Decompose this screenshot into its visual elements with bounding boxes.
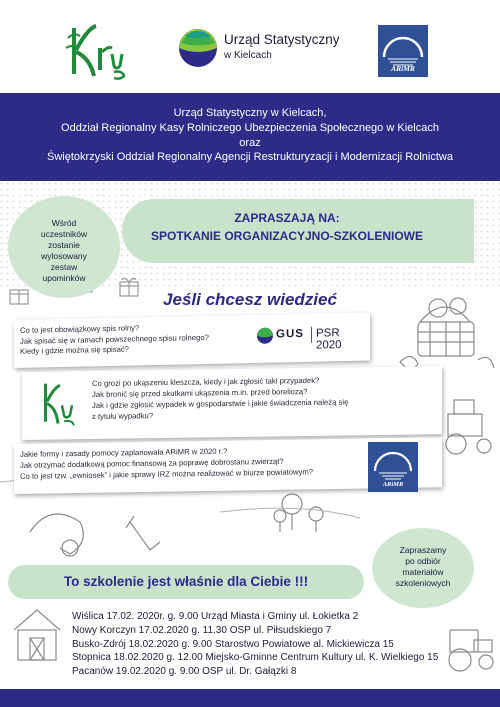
schedule-row: Stopnica 18.02.2020 g. 12.00 Miejsko-Gminne Centrum Kultury ul. K. Wielkiego 15 bbox=[72, 652, 439, 664]
arimr-question: Jak otrzymać dodatkową pomoc finansową za poprawę dobrostanu zwierząt? bbox=[20, 456, 284, 470]
schedule-list bbox=[72, 610, 492, 679]
krus-question: z tytułu wypadku? bbox=[92, 411, 154, 422]
krus-question: Jak i gdzie zgłosić wypadek w gospodarstwie i jakie świadczenia należą się bbox=[92, 397, 349, 411]
header-line-4: Świętokrzyski Oddział Regionalny Agencji Restrukturyzacji i Modernizacji Rolnictwa bbox=[47, 151, 453, 163]
prize-line: wylosowany bbox=[41, 251, 87, 261]
gus-circle-icon bbox=[176, 26, 220, 70]
invite-line-1: ZAPRASZAJĄ NA: bbox=[234, 211, 340, 225]
schedule-row: Pacanów 19.02.2020 g. 9.00 OSP ul. Dr. Gałązki 8 bbox=[72, 666, 297, 678]
prize-line: zostanie bbox=[48, 240, 80, 250]
psr-badge-text: PSR 2020 bbox=[316, 327, 342, 352]
gus-mini-icon bbox=[256, 327, 274, 345]
barn-icon bbox=[10, 604, 64, 664]
gus-question: Kiedy i gdzie można się spisać? bbox=[20, 344, 129, 356]
krus-mini-icon bbox=[38, 379, 78, 430]
schedule-row: Busko-Zdrój 18.02.2020 g. 9.00 Starostwo Powiatowe al. Mickiewicza 15 bbox=[72, 638, 394, 650]
krus-question: Co grozi po ukąszeniu kleszcza, kiedy i jak zgłosić taki przypadek? bbox=[92, 375, 320, 389]
arimr-logo-label: ARiMR bbox=[391, 64, 415, 73]
materials-line: materiałów bbox=[402, 567, 444, 577]
footer-band bbox=[0, 689, 500, 707]
arimr-mini-label: ARiMR bbox=[382, 481, 404, 488]
arimr-question: Jakie formy i zasady pomocy zaplanowała ARiMR w 2020 r.? bbox=[20, 446, 228, 459]
materials-line: po odbiór bbox=[405, 556, 441, 566]
arimr-logo bbox=[378, 25, 428, 77]
header-line-2: Oddział Regionalny Kasy Rolniczego Ubezpieczenia Społecznego w Kielcach bbox=[61, 122, 439, 134]
gus-question: Co to jest obowiązkowy spis rolny? bbox=[20, 323, 140, 335]
logo-row bbox=[0, 0, 500, 92]
gus-logo bbox=[176, 26, 340, 76]
headline: Jeśli chcesz wiedzieć bbox=[163, 290, 337, 309]
gus-logo-name: Urząd Statystyczny bbox=[224, 32, 340, 47]
schedule-row: Nowy Korczyn 17.02.2020 g. 11.30 OSP ul. Piłsudskiego 7 bbox=[72, 624, 332, 636]
cta-banner bbox=[8, 565, 364, 599]
invite-line-2: SPOTKANIE ORGANIZACYJNO-SZKOLENIOWE bbox=[150, 229, 423, 243]
krus-questions-strip bbox=[22, 366, 442, 440]
header-line-1: Urząd Statystyczny w Kielcach, bbox=[173, 107, 327, 119]
gus-badge-text: GUS bbox=[276, 327, 304, 341]
krus-question: Jak bronić się przed skutkami ukąszenia m.in. przed boreliozą? bbox=[92, 387, 308, 400]
prize-line: Wśród bbox=[51, 218, 77, 228]
materials-bubble bbox=[372, 528, 474, 608]
schedule-row: Wiślica 17.02. 2020r. g. 9.00 Urząd Miasta i Gminy ul. Łokietka 2 bbox=[72, 611, 359, 622]
prize-line: uczestników bbox=[40, 229, 88, 239]
prize-line: zestaw bbox=[50, 262, 78, 272]
cta-text: To szkolenie jest właśnie dla Ciebie !!! bbox=[63, 574, 309, 589]
gus-question: Jak spisać się w ramach powszechnego spisu rolnego? bbox=[20, 332, 209, 346]
header-line-3: oraz bbox=[239, 137, 261, 149]
arimr-question: Co to jest tzw. „ewniosek” i jakie sprawy IRZ można realizować w biurze powiatowym? bbox=[20, 467, 314, 481]
prize-line: upominków bbox=[42, 273, 86, 283]
arimr-mini-logo bbox=[368, 442, 418, 492]
gus-questions-strip bbox=[14, 313, 370, 368]
prize-bubble bbox=[8, 196, 120, 298]
gus-logo-city: w Kielcach bbox=[224, 50, 272, 61]
invite-banner bbox=[122, 199, 474, 263]
materials-line: szkoleniowych bbox=[395, 578, 451, 588]
gus-psr-badge bbox=[256, 323, 358, 352]
badge-divider bbox=[311, 327, 312, 343]
organizers-header bbox=[0, 93, 500, 181]
krus-logo bbox=[62, 18, 128, 84]
materials-line: Zapraszamy bbox=[399, 545, 447, 555]
